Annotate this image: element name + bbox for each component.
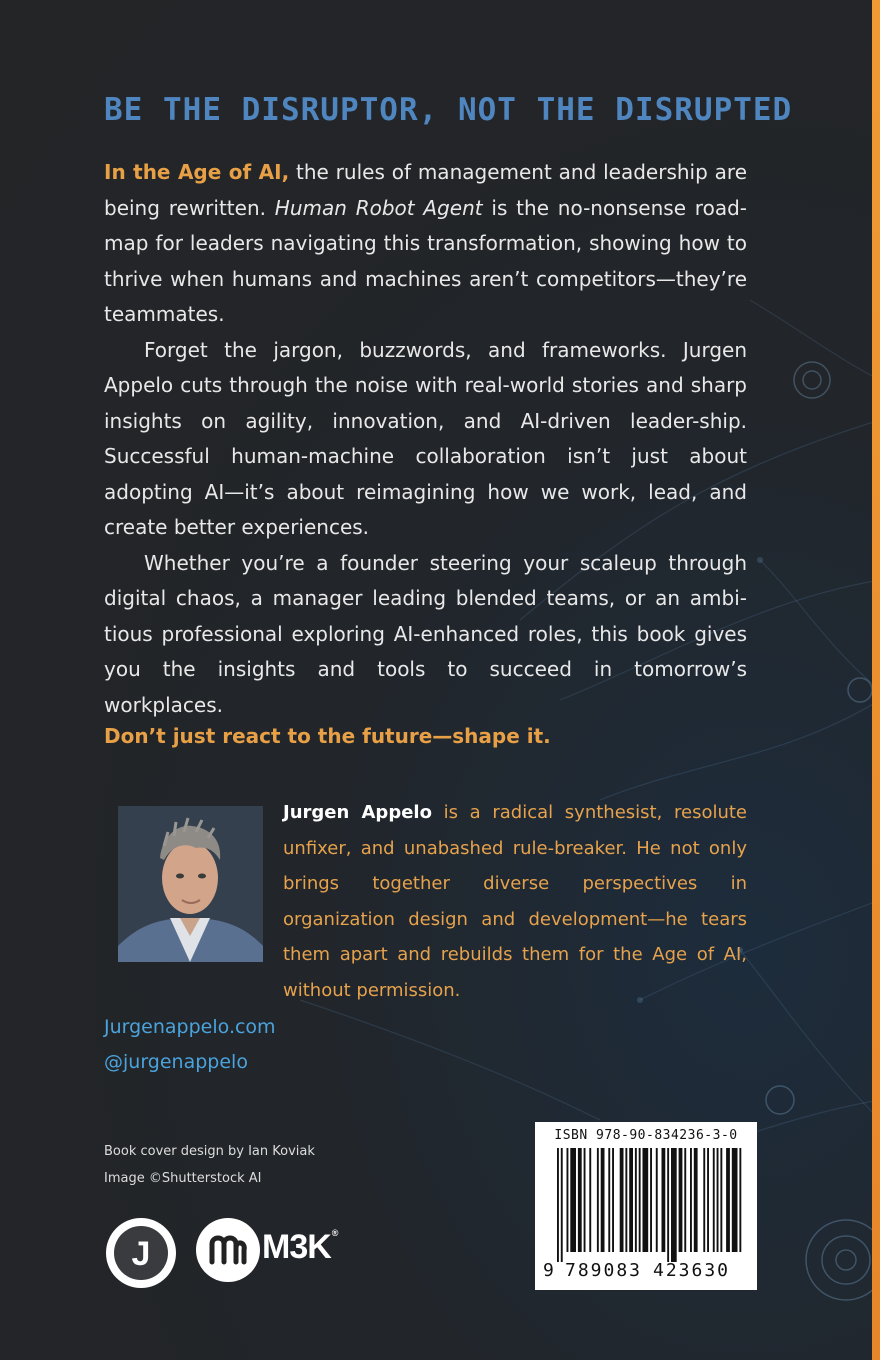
publisher-logo bbox=[196, 1218, 366, 1282]
barcode-bar bbox=[667, 1148, 669, 1262]
isbn-barcode bbox=[535, 1122, 757, 1290]
barcode-bar bbox=[703, 1148, 705, 1252]
barcode-bar bbox=[726, 1148, 730, 1252]
barcode-bar bbox=[739, 1148, 741, 1252]
publisher-name: M3K bbox=[262, 1228, 331, 1266]
barcode-bar bbox=[601, 1148, 605, 1252]
isbn-digit-first: 9 bbox=[543, 1260, 554, 1281]
barcode-bar bbox=[625, 1148, 627, 1252]
blurb-paragraph-3: Whether you’re a founder steering your scaleup through digital chaos, a manager leading blended teams, or an ambi-tious professional exploring AI-enhanced roles, this book gives you the insights and tools to succeed in tomorrow’s workplaces. bbox=[104, 550, 747, 717]
barcode-bar bbox=[629, 1148, 633, 1252]
author-bio-text: is a radical synthesist, resolute unfixer, and unabashed rule-breaker. He not only brings together diverse perspectives in organization design and development—he tears them apart and rebuilds them for the Age of AI, without permission. bbox=[283, 802, 747, 1001]
blurb bbox=[104, 155, 747, 723]
barcode-bar bbox=[578, 1148, 582, 1252]
barcode-bar bbox=[694, 1148, 698, 1252]
barcode-bar bbox=[639, 1148, 641, 1252]
blurb-text-a: the rules of management and leadership are being rewritten. bbox=[104, 160, 747, 220]
spine-edge-strip bbox=[872, 0, 880, 1360]
j-logo-letter: J bbox=[131, 1235, 151, 1273]
isbn-digit-group-2: 423630 bbox=[653, 1260, 731, 1281]
barcode-bar bbox=[620, 1148, 624, 1252]
isbn-label: ISBN 978-90-834236-3-0 bbox=[554, 1128, 738, 1143]
barcode-bar bbox=[557, 1148, 559, 1262]
barcode-bar bbox=[567, 1148, 569, 1252]
barcode-bar bbox=[679, 1148, 683, 1252]
barcode-bar bbox=[612, 1148, 614, 1252]
barcode-bar bbox=[584, 1148, 586, 1252]
barcode-bar bbox=[597, 1148, 599, 1252]
barcode-bar bbox=[707, 1148, 709, 1252]
website-link[interactable]: Jurgenappelo.com bbox=[104, 1016, 276, 1038]
blurb-text-b: is the no-nonsense road-map for leaders navigating this transformation, showing how to thrive when humans and machines aren’t competitors—they’re teammates. bbox=[104, 195, 747, 326]
barcode-bars bbox=[535, 1148, 757, 1262]
author-name: Jurgen Appelo bbox=[283, 802, 432, 823]
barcode-bar bbox=[732, 1148, 738, 1252]
isbn-digit-group-1: 789083 bbox=[565, 1260, 643, 1281]
design-credit: Book cover design by Ian Koviak bbox=[104, 1144, 315, 1159]
barcode-bar bbox=[662, 1148, 666, 1252]
author-bio bbox=[283, 795, 747, 1008]
barcode-bar bbox=[570, 1148, 576, 1252]
registered-mark: ® bbox=[331, 1228, 339, 1238]
barcode-bar bbox=[690, 1148, 692, 1252]
barcode-bar bbox=[643, 1148, 649, 1252]
publisher-mark-icon bbox=[196, 1218, 260, 1282]
image-credit: Image ©Shutterstock AI bbox=[104, 1171, 262, 1186]
headline: BE THE DISRUPTOR, NOT THE DISRUPTED bbox=[104, 92, 793, 128]
tagline: Don’t just react to the future—shape it. bbox=[104, 724, 551, 748]
book-title-inline: Human Robot Agent bbox=[274, 195, 483, 220]
author-photo bbox=[118, 806, 263, 962]
barcode-bar bbox=[635, 1148, 637, 1252]
barcode-bar bbox=[720, 1148, 722, 1252]
social-handle-link[interactable]: @jurgenappelo bbox=[104, 1051, 248, 1073]
j-logo-icon bbox=[104, 1216, 178, 1290]
barcode-bar bbox=[717, 1148, 719, 1252]
publisher-wordmark bbox=[262, 1228, 338, 1267]
blurb-paragraph-2: Forget the jargon, buzzwords, and frameworks. Jurgen Appelo cuts through the noise with real-world stories and sharp insights on agility, innovation, and AI-driven leader-ship. Successful human-machine collaboration isn’t just about adopting AI—it’s about reimagining how we work, lead, and create better experiences. bbox=[104, 337, 747, 539]
barcode-bar bbox=[656, 1148, 658, 1252]
blurb-lead: In the Age of AI, bbox=[104, 160, 290, 184]
barcode-bar bbox=[671, 1148, 677, 1262]
author-links bbox=[104, 1010, 276, 1080]
barcode-bar bbox=[561, 1148, 563, 1262]
barcode-bar bbox=[589, 1148, 591, 1252]
barcode-bar bbox=[650, 1148, 652, 1252]
barcode-bar bbox=[608, 1148, 610, 1252]
barcode-bar bbox=[713, 1148, 715, 1252]
credits bbox=[104, 1138, 315, 1192]
barcode-bar bbox=[684, 1148, 686, 1252]
blurb-paragraph-1 bbox=[104, 155, 747, 333]
